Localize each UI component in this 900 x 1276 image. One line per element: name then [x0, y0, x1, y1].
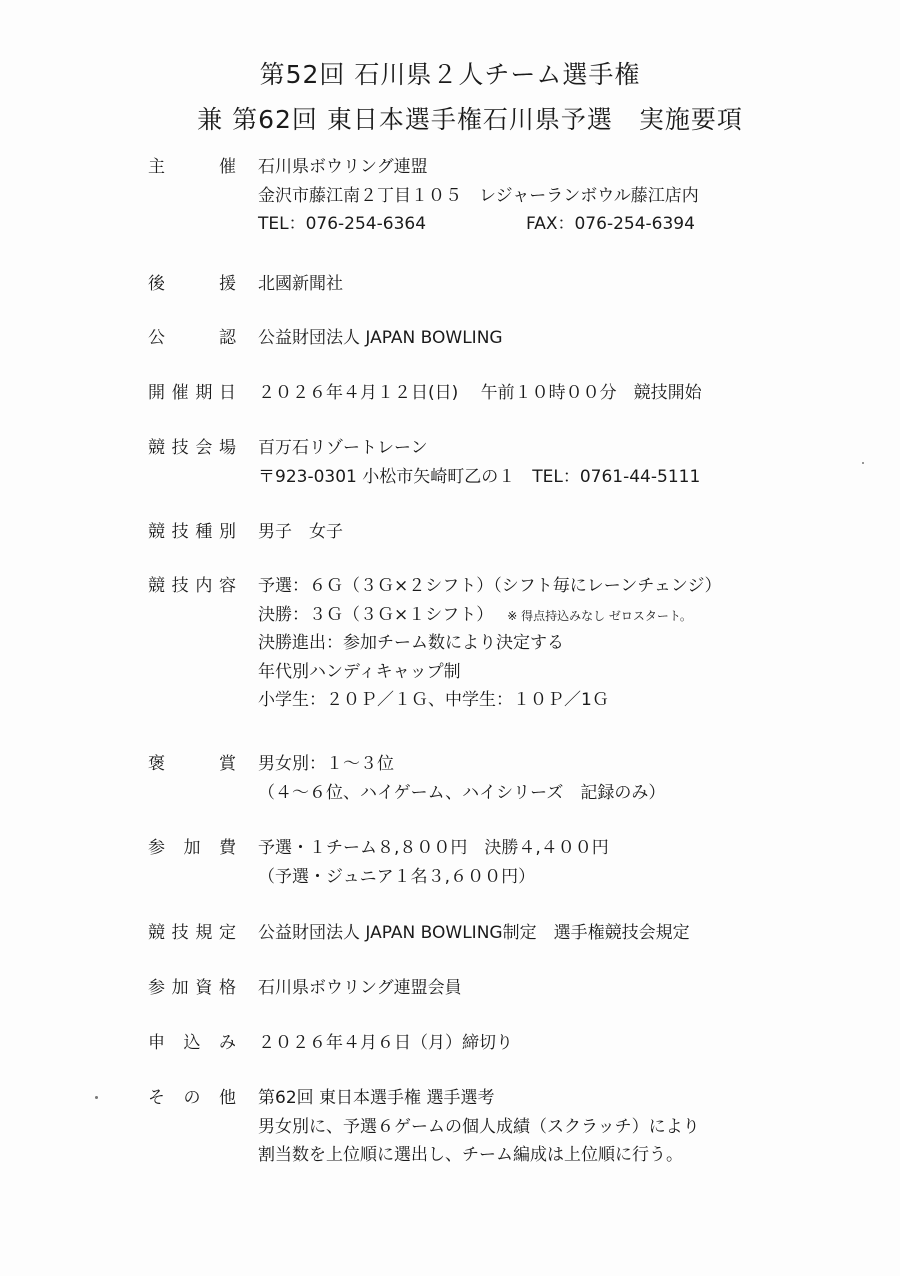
section-content: 公益財団法人 JAPAN BOWLING: [258, 328, 503, 348]
section-content: 予選・１チーム８,８００円 決勝４,４００円 （予選・ジュニア１名３,６００円）: [258, 838, 609, 887]
section-content: 公益財団法人 JAPAN BOWLING制定 選手権競技会規定: [258, 923, 690, 943]
section-label: 参 加 資 格: [148, 978, 236, 998]
section-content: 男子 女子: [258, 522, 343, 542]
organizer-name: 石川県ボウリング連盟: [258, 157, 428, 177]
section-content: 男女別：１～３位 （４～６位、ハイゲーム、ハイシリーズ 記録のみ）: [258, 754, 666, 803]
document-title-line2: 兼 第62回 東日本選手権石川県予選 実施要項: [197, 105, 743, 134]
section-content: ２０２６年４月６日（月）締切り: [258, 1033, 513, 1053]
organizer-fax: FAX：076-254-6394: [526, 214, 695, 234]
section-content: 百万石リゾートレーン 〒923-0301 小松市矢崎町乙の１ TEL：0761-44-5111: [258, 438, 701, 487]
section-label: 競 技 規 定: [148, 923, 236, 943]
scan-speck: [95, 1096, 98, 1099]
final-note: ※ 得点持込みなし ゼロスタート。: [507, 608, 692, 623]
section-content: 石川県ボウリング連盟会員: [258, 978, 462, 998]
section-content: 第62回 東日本選手権 選手選考 男女別に、予選６ゲームの個人成績（スクラッチ）により 割当数を上位順に選出し、チーム編成は上位順に行う。: [258, 1088, 700, 1165]
section-label: 参 加 費: [148, 838, 236, 858]
section-content: [258, 153, 699, 239]
section-label: そ の 他: [148, 1088, 236, 1108]
section-label: 後 援: [148, 274, 236, 294]
section-label: 公 認: [148, 328, 236, 348]
section-label: 競 技 会 場: [148, 438, 236, 458]
organizer-tel: TEL：076-254-6364: [258, 214, 427, 234]
section-label: 申 込 み: [148, 1033, 236, 1053]
section-label: 競 技 内 容: [148, 576, 236, 596]
section-label: 主 催: [148, 157, 236, 177]
scan-speck: [862, 462, 864, 464]
section-content: ２０２６年４月１２日(日) 午前１０時００分 競技開始: [258, 383, 702, 403]
section-label: 開 催 期 日: [148, 383, 236, 403]
organizer-contact: [258, 210, 699, 239]
section-label: 競 技 種 別: [148, 522, 236, 542]
section-label: 褒 賞: [148, 754, 236, 774]
section-content: 北國新聞社: [258, 274, 343, 294]
section-content: 予選：６Ｇ（３Ｇ×２シフト）（シフト毎にレーンチェンジ） 決勝：３Ｇ（３Ｇ×１シフト） ※ 得点持込みなし ゼロスタート。 決勝進出：参加チーム数により決定する 年代別ハンディキャップ制 小学生：２０Ｐ／１Ｇ、中学生：１０Ｐ／1Ｇ: [258, 576, 722, 710]
document-title-line1: 第52回 石川県２人チーム選手権: [259, 60, 641, 89]
organizer-address: 金沢市藤江南２丁目１０５ レジャーランボウル藤江店内: [258, 185, 699, 206]
